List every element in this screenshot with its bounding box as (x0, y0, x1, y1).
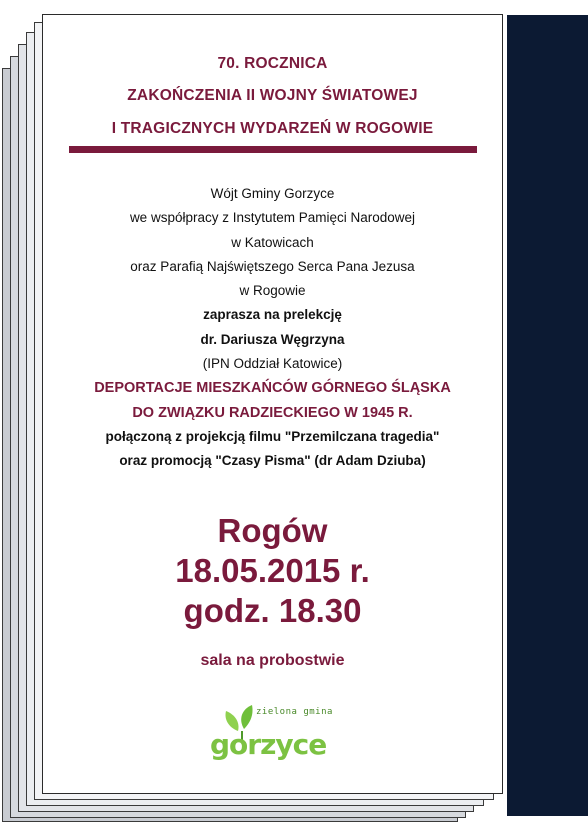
film-line: połączoną z projekcją filmu "Przemilczana tragedia" (105, 428, 440, 444)
parish-place-line: w Rogowie (239, 283, 306, 299)
lecture-title-line-2: DO ZWIĄZKU RADZIECKIEGO W 1945 R. (132, 404, 413, 421)
dark-side-panel (507, 15, 588, 816)
event-time: godz. 18.30 (183, 592, 362, 629)
gorzyce-logo (208, 701, 348, 767)
organizer-line: Wójt Gminy Gorzyce (210, 186, 335, 201)
speaker-affiliation: (IPN Oddział Katowice) (202, 356, 343, 372)
event-place: Rogów (217, 512, 328, 549)
event-hall: sala na probostwie (200, 652, 345, 669)
logo-tagline: zielona gmina (256, 707, 333, 717)
poster-page (42, 14, 503, 794)
cooperation-city-line: w Katowicach (231, 234, 314, 250)
logo-wordmark: gorzyce (210, 728, 327, 761)
parish-line: oraz Parafią Najświętszego Serca Pana Jezusa (130, 258, 415, 274)
event-details (43, 511, 502, 631)
poster-title-line-1: 70. ROCZNICA (217, 55, 328, 72)
invitation-body (43, 182, 502, 474)
promotion-line: oraz promocją "Czasy Pisma" (dr Adam Dziuba) (119, 453, 426, 469)
poster-title-line-2: ZAKOŃCZENIA II WOJNY ŚWIATOWEJ (127, 87, 418, 104)
invites-line: zaprasza na prelekcję (203, 307, 342, 323)
poster-title-line-3: I TRAGICZNYCH WYDARZEŃ W ROGOWIE (111, 120, 434, 137)
speaker-name: dr. Dariusza Węgrzyna (200, 331, 345, 347)
title-divider (69, 146, 477, 153)
cooperation-line: we współpracy z Instytutem Pamięci Narodowej (129, 210, 416, 226)
lecture-title-line-1: DEPORTACJE MIESZKAŃCÓW GÓRNEGO ŚLĄSKA (94, 380, 451, 397)
event-date: 18.05.2015 r. (175, 552, 370, 589)
